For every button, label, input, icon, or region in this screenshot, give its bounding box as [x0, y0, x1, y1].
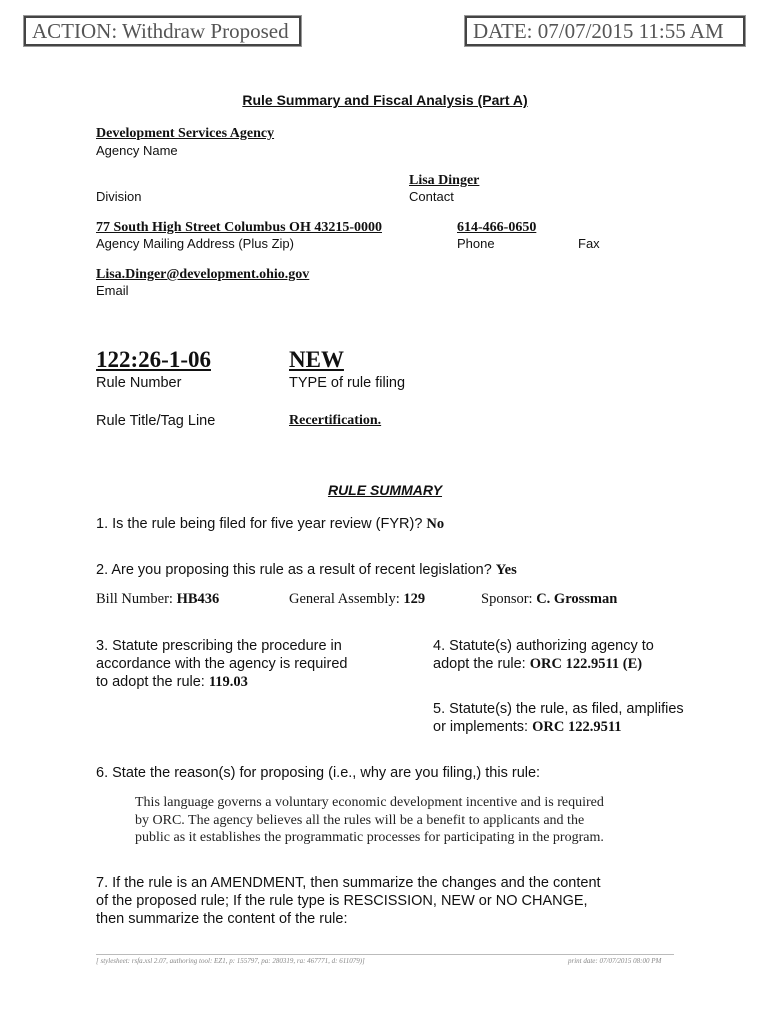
rule-title: Recertification. — [289, 413, 382, 428]
question-5-answer: ORC 122.9511 — [532, 719, 622, 735]
rule-title-label: Rule Title/Tag Line — [96, 413, 216, 429]
bill-number-value: HB436 — [176, 591, 220, 607]
rule-type: NEW — [289, 347, 344, 372]
phone-label: Phone — [457, 236, 495, 251]
question-4-line-1: 4. Statute(s) authorizing agency to — [433, 638, 654, 654]
question-7-line-3: then summarize the content of the rule: — [96, 911, 348, 927]
question-2-answer: Yes — [495, 562, 517, 578]
general-assembly-label: General Assembly: — [289, 591, 400, 607]
footer-stylesheet-info: [ stylesheet: rsfa.xsl 2.07, authoring tool: EZ1, p: 155797, pa: 280319, ra: 467771, d: 611079)] — [96, 957, 365, 965]
contact-name: Lisa Dinger — [409, 173, 480, 188]
sponsor — [481, 591, 617, 608]
question-1-text: 1. Is the rule being filed for five year review (FYR)? — [96, 516, 423, 532]
question-7-line-1: 7. If the rule is an AMENDMENT, then summarize the changes and the content — [96, 875, 601, 891]
question-2 — [96, 561, 517, 579]
sponsor-label: Sponsor: — [481, 591, 533, 607]
question-3-answer: 119.03 — [208, 674, 248, 690]
bill-number-label: Bill Number: — [96, 591, 173, 607]
question-6-answer-line-2: by ORC. The agency believes all the rules will be a benefit to applicants and the — [135, 812, 585, 828]
mailing-address-label: Agency Mailing Address (Plus Zip) — [96, 236, 294, 251]
question-3-line-1: 3. Statute prescribing the procedure in — [96, 638, 342, 654]
question-1 — [96, 515, 444, 533]
general-assembly-value: 129 — [403, 591, 426, 607]
rule-summary-heading: RULE SUMMARY — [327, 482, 443, 498]
page-title: Rule Summary and Fiscal Analysis (Part A) — [242, 92, 528, 108]
question-7 — [96, 874, 601, 928]
division-label: Division — [96, 189, 142, 204]
email-label: Email — [96, 283, 129, 298]
email-value: Lisa.Dinger@development.ohio.gov — [96, 267, 310, 282]
question-5-line-1: 5. Statute(s) the rule, as filed, amplifies — [433, 701, 684, 717]
question-6-answer — [135, 794, 604, 847]
question-3 — [96, 637, 347, 691]
rule-number-label: Rule Number — [96, 375, 182, 391]
action-stamp: ACTION: Withdraw Proposed — [24, 16, 301, 46]
question-7-line-2: of the proposed rule; If the rule type is RESCISSION, NEW or NO CHANGE, — [96, 893, 588, 909]
agency-name: Development Services Agency — [96, 126, 275, 141]
fax-label: Fax — [578, 236, 600, 251]
phone-number: 614-466-0650 — [457, 220, 537, 235]
question-4 — [433, 637, 654, 673]
question-5-line-2: or implements: ORC 122.9511 — [433, 719, 622, 735]
question-6: 6. State the reason(s) for proposing (i.e., why are you filing,) this rule: — [96, 765, 541, 781]
question-2-text: 2. Are you proposing this rule as a result of recent legislation? — [96, 562, 492, 578]
question-6-answer-line-1: This language governs a voluntary economic development incentive and is required — [135, 795, 604, 810]
question-4-answer: ORC 122.9511 (E) — [529, 656, 643, 672]
contact-label: Contact — [409, 189, 454, 204]
question-4-line-2: adopt the rule: ORC 122.9511 (E) — [433, 656, 643, 672]
mailing-address: 77 South High Street Columbus OH 43215-0000 — [96, 220, 382, 235]
question-3-line-2: accordance with the agency is required — [96, 656, 348, 672]
footer-divider — [96, 954, 674, 955]
sponsor-value: C. Grossman — [536, 591, 618, 607]
rule-type-label: TYPE of rule filing — [289, 375, 406, 391]
footer-print-date: print date: 07/07/2015 08:00 PM — [568, 957, 662, 965]
date-stamp: DATE: 07/07/2015 11:55 AM — [465, 16, 745, 46]
question-5 — [433, 700, 684, 736]
bill-number — [96, 591, 219, 608]
agency-name-label: Agency Name — [96, 143, 178, 158]
question-6-answer-line-3: public as it establishes the programmatic processes for participating in the program. — [135, 830, 604, 845]
question-1-answer: No — [426, 516, 445, 532]
general-assembly — [289, 591, 425, 608]
rule-number: 122:26-1-06 — [96, 347, 211, 372]
question-3-line-3: to adopt the rule: 119.03 — [96, 674, 248, 690]
